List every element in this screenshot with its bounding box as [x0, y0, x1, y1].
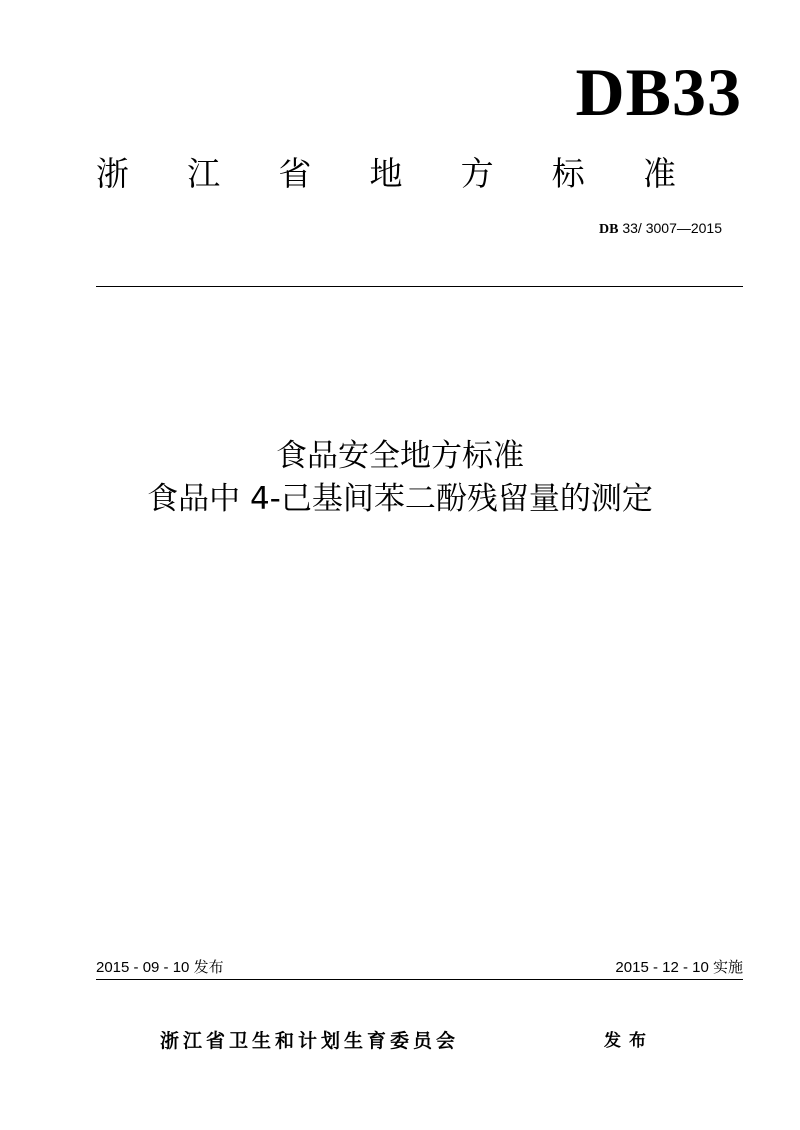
standard-type-char: 准	[642, 154, 676, 193]
dates-row	[96, 958, 743, 978]
standard-code: DB33	[575, 54, 742, 130]
standard-number-value: 33/ 3007—2015	[622, 220, 722, 236]
standard-type-char: 浙	[96, 154, 129, 193]
publish-date: 2015 - 09 - 10 发布	[96, 959, 224, 976]
footer-divider	[96, 979, 743, 980]
implement-date: 2015 - 12 - 10 实施	[615, 959, 743, 976]
standard-type-char: 江	[187, 154, 221, 193]
issue-label: 发布	[604, 1031, 654, 1051]
standard-number	[599, 218, 722, 240]
standard-number-prefix: DB	[599, 222, 619, 237]
document-title-line-2: 食品中 4-己基间苯二酚残留量的测定	[147, 481, 653, 517]
issuing-authority: 浙江省卫生和计划生育委员会	[160, 1030, 460, 1052]
standard-type-char: 省	[278, 154, 312, 193]
standard-type-char: 地	[369, 154, 403, 193]
document-title-line-1: 食品安全地方标准	[276, 438, 524, 474]
standard-type-char: 标	[551, 154, 585, 193]
standard-type-heading	[96, 153, 676, 195]
header-divider	[96, 286, 743, 287]
standard-type-char: 方	[460, 154, 494, 193]
